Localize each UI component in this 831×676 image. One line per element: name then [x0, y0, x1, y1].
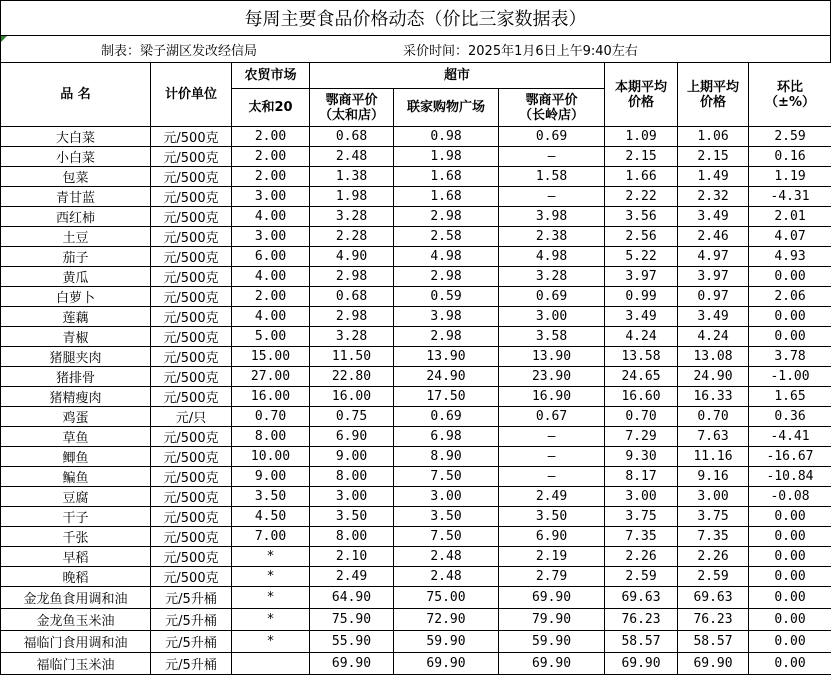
- row-ershang-taihe: 22.80: [310, 367, 394, 387]
- row-ershang-changling: 23.90: [499, 367, 605, 387]
- row-ershang-changling: 0.67: [499, 407, 605, 427]
- header-lianjia: 联家购物广场: [394, 89, 499, 127]
- row-current-avg: 9.30: [605, 447, 678, 467]
- row-taihe: *: [232, 609, 310, 631]
- row-name: 金龙鱼玉米油: [1, 609, 151, 631]
- row-taihe: 10.00: [232, 447, 310, 467]
- row-unit: 元/500克: [151, 527, 232, 547]
- row-ershang-taihe: 1.38: [310, 167, 394, 187]
- row-ershang-taihe: 3.50: [310, 507, 394, 527]
- row-lianjia: 17.50: [394, 387, 499, 407]
- table-row: [1, 507, 831, 527]
- row-unit: 元/500克: [151, 487, 232, 507]
- row-name: 金龙鱼食用调和油: [1, 587, 151, 609]
- row-unit: 元/500克: [151, 187, 232, 207]
- row-last-avg: 4.97: [678, 247, 749, 267]
- row-taihe: 4.00: [232, 207, 310, 227]
- row-last-avg: 69.90: [678, 653, 749, 675]
- row-current-avg: 16.60: [605, 387, 678, 407]
- row-name: 西红柿: [1, 207, 151, 227]
- row-name: 福临门玉米油: [1, 653, 151, 675]
- row-ratio: -0.08: [749, 487, 831, 507]
- row-lianjia: 3.98: [394, 307, 499, 327]
- row-ershang-taihe: 8.00: [310, 467, 394, 487]
- row-lianjia: 4.98: [394, 247, 499, 267]
- row-current-avg: 7.35: [605, 527, 678, 547]
- row-current-avg: 2.56: [605, 227, 678, 247]
- row-ershang-changling: 3.28: [499, 267, 605, 287]
- table-row: [1, 447, 831, 467]
- row-ratio: 0.00: [749, 527, 831, 547]
- row-current-avg: 58.57: [605, 631, 678, 653]
- row-taihe: 3.00: [232, 187, 310, 207]
- row-ershang-changling: 2.79: [499, 567, 605, 587]
- row-lianjia: 6.98: [394, 427, 499, 447]
- table-row: [1, 547, 831, 567]
- row-ershang-taihe: 0.75: [310, 407, 394, 427]
- row-current-avg: 0.70: [605, 407, 678, 427]
- row-ratio: 0.00: [749, 609, 831, 631]
- row-taihe: 4.00: [232, 307, 310, 327]
- row-unit: 元/500克: [151, 447, 232, 467]
- row-lianjia: 7.50: [394, 467, 499, 487]
- row-lianjia: 0.59: [394, 287, 499, 307]
- row-last-avg: 3.49: [678, 207, 749, 227]
- row-taihe: 16.00: [232, 387, 310, 407]
- row-ratio: 0.36: [749, 407, 831, 427]
- row-current-avg: 2.26: [605, 547, 678, 567]
- table-row: [1, 407, 831, 427]
- row-lianjia: 2.48: [394, 547, 499, 567]
- row-ershang-changling: –: [499, 427, 605, 447]
- row-unit: 元/500克: [151, 127, 232, 147]
- row-ershang-changling: 16.90: [499, 387, 605, 407]
- row-ratio: -10.84: [749, 467, 831, 487]
- row-lianjia: 2.48: [394, 567, 499, 587]
- row-lianjia: 1.98: [394, 147, 499, 167]
- row-taihe: 4.50: [232, 507, 310, 527]
- header-last-avg: 上期平均 价格: [678, 63, 749, 127]
- row-name: 豆腐: [1, 487, 151, 507]
- row-ershang-taihe: 2.98: [310, 307, 394, 327]
- row-current-avg: 3.49: [605, 307, 678, 327]
- row-taihe: [232, 653, 310, 675]
- row-current-avg: 2.15: [605, 147, 678, 167]
- row-ratio: 1.19: [749, 167, 831, 187]
- row-last-avg: 13.08: [678, 347, 749, 367]
- row-unit: 元/500克: [151, 427, 232, 447]
- row-current-avg: 3.56: [605, 207, 678, 227]
- sheet-title: 每周主要食品价格动态（价比三家数据表）: [0, 0, 831, 36]
- row-current-avg: 8.17: [605, 467, 678, 487]
- row-current-avg: 3.97: [605, 267, 678, 287]
- row-lianjia: 1.68: [394, 187, 499, 207]
- row-ershang-changling: 3.00: [499, 307, 605, 327]
- price-table: [0, 62, 831, 675]
- row-taihe: 4.00: [232, 267, 310, 287]
- row-name: 鲫鱼: [1, 447, 151, 467]
- row-last-avg: 58.57: [678, 631, 749, 653]
- row-taihe: 3.00: [232, 227, 310, 247]
- row-ratio: 1.65: [749, 387, 831, 407]
- row-last-avg: 11.16: [678, 447, 749, 467]
- header-ershang-changling: 鄂商平价 （长岭店）: [499, 89, 605, 127]
- row-ratio: 0.16: [749, 147, 831, 167]
- row-lianjia: 7.50: [394, 527, 499, 547]
- row-lianjia: 2.98: [394, 327, 499, 347]
- row-current-avg: 1.66: [605, 167, 678, 187]
- row-unit: 元/5升桶: [151, 653, 232, 675]
- row-ratio: -1.00: [749, 367, 831, 387]
- row-name: 干子: [1, 507, 151, 527]
- row-unit: 元/500克: [151, 387, 232, 407]
- row-ershang-taihe: 16.00: [310, 387, 394, 407]
- row-last-avg: 16.33: [678, 387, 749, 407]
- row-ershang-changling: 6.90: [499, 527, 605, 547]
- row-last-avg: 2.59: [678, 567, 749, 587]
- row-ershang-changling: 1.58: [499, 167, 605, 187]
- row-ratio: 2.01: [749, 207, 831, 227]
- row-last-avg: 2.26: [678, 547, 749, 567]
- row-taihe: 7.00: [232, 527, 310, 547]
- header-current-avg: 本期平均 价格: [605, 63, 678, 127]
- row-unit: 元/500克: [151, 547, 232, 567]
- row-taihe: 27.00: [232, 367, 310, 387]
- row-name: 草鱼: [1, 427, 151, 447]
- row-unit: 元/500克: [151, 207, 232, 227]
- row-ershang-taihe: 0.68: [310, 287, 394, 307]
- row-current-avg: 3.00: [605, 487, 678, 507]
- row-taihe: 5.00: [232, 327, 310, 347]
- row-taihe: *: [232, 567, 310, 587]
- row-ershang-changling: 0.69: [499, 127, 605, 147]
- row-unit: 元/500克: [151, 467, 232, 487]
- row-ershang-taihe: 4.90: [310, 247, 394, 267]
- table-row: [1, 631, 831, 653]
- row-taihe: 2.00: [232, 127, 310, 147]
- row-unit: 元/500克: [151, 247, 232, 267]
- row-ratio: 0.00: [749, 307, 831, 327]
- header-supermarket: 超市: [310, 63, 605, 89]
- row-lianjia: 13.90: [394, 347, 499, 367]
- row-unit: 元/500克: [151, 227, 232, 247]
- row-current-avg: 3.75: [605, 507, 678, 527]
- row-ershang-taihe: 3.00: [310, 487, 394, 507]
- row-name: 包菜: [1, 167, 151, 187]
- row-last-avg: 0.97: [678, 287, 749, 307]
- row-current-avg: 76.23: [605, 609, 678, 631]
- row-ratio: 2.06: [749, 287, 831, 307]
- row-current-avg: 69.63: [605, 587, 678, 609]
- row-current-avg: 13.58: [605, 347, 678, 367]
- row-ratio: 2.59: [749, 127, 831, 147]
- table-row: [1, 227, 831, 247]
- row-name: 大白菜: [1, 127, 151, 147]
- row-lianjia: 2.98: [394, 207, 499, 227]
- row-unit: 元/500克: [151, 367, 232, 387]
- row-ratio: 3.78: [749, 347, 831, 367]
- row-taihe: 9.00: [232, 467, 310, 487]
- row-last-avg: 3.75: [678, 507, 749, 527]
- row-unit: 元/5升桶: [151, 587, 232, 609]
- row-ratio: 0.00: [749, 567, 831, 587]
- row-name: 福临门食用调和油: [1, 631, 151, 653]
- row-ershang-changling: 4.98: [499, 247, 605, 267]
- table-row: [1, 167, 831, 187]
- table-row: [1, 587, 831, 609]
- row-lianjia: 0.69: [394, 407, 499, 427]
- row-lianjia: 24.90: [394, 367, 499, 387]
- row-unit: 元/5升桶: [151, 631, 232, 653]
- row-ershang-taihe: 3.28: [310, 327, 394, 347]
- table-row: [1, 327, 831, 347]
- row-unit: 元/500克: [151, 347, 232, 367]
- row-unit: 元/500克: [151, 167, 232, 187]
- row-ershang-taihe: 0.68: [310, 127, 394, 147]
- row-ershang-changling: –: [499, 147, 605, 167]
- row-lianjia: 1.68: [394, 167, 499, 187]
- table-row: [1, 567, 831, 587]
- row-name: 鳊鱼: [1, 467, 151, 487]
- row-ershang-taihe: 64.90: [310, 587, 394, 609]
- header-taihe: 太和20: [232, 89, 310, 127]
- row-ershang-taihe: 9.00: [310, 447, 394, 467]
- row-last-avg: 9.16: [678, 467, 749, 487]
- row-taihe: 8.00: [232, 427, 310, 447]
- row-unit: 元/500克: [151, 147, 232, 167]
- row-ershang-taihe: 3.28: [310, 207, 394, 227]
- row-name: 猪排骨: [1, 367, 151, 387]
- row-name: 晚稻: [1, 567, 151, 587]
- row-ershang-changling: 69.90: [499, 587, 605, 609]
- row-ershang-changling: 3.50: [499, 507, 605, 527]
- row-last-avg: 4.24: [678, 327, 749, 347]
- row-ratio: 4.07: [749, 227, 831, 247]
- row-last-avg: 76.23: [678, 609, 749, 631]
- row-ershang-taihe: 2.49: [310, 567, 394, 587]
- table-row: [1, 147, 831, 167]
- row-ershang-taihe: 2.98: [310, 267, 394, 287]
- row-name: 早稻: [1, 547, 151, 567]
- row-last-avg: 7.63: [678, 427, 749, 447]
- row-last-avg: 3.97: [678, 267, 749, 287]
- row-ershang-changling: –: [499, 447, 605, 467]
- row-lianjia: 59.90: [394, 631, 499, 653]
- table-body: [1, 127, 831, 675]
- header-name: 品 名: [1, 63, 151, 127]
- row-ershang-taihe: 2.28: [310, 227, 394, 247]
- row-ershang-taihe: 2.10: [310, 547, 394, 567]
- row-ershang-taihe: 11.50: [310, 347, 394, 367]
- row-ratio: 0.00: [749, 327, 831, 347]
- row-current-avg: 4.24: [605, 327, 678, 347]
- row-current-avg: 2.59: [605, 567, 678, 587]
- row-lianjia: 72.90: [394, 609, 499, 631]
- row-unit: 元/500克: [151, 327, 232, 347]
- row-ershang-taihe: 6.90: [310, 427, 394, 447]
- row-ratio: 0.00: [749, 631, 831, 653]
- row-unit: 元/500克: [151, 507, 232, 527]
- row-ershang-changling: 13.90: [499, 347, 605, 367]
- table-row: [1, 347, 831, 367]
- row-lianjia: 0.98: [394, 127, 499, 147]
- collect-time-label: 采价时间：2025年1月6日上午9:40左右: [403, 43, 638, 59]
- row-last-avg: 2.46: [678, 227, 749, 247]
- table-row: [1, 247, 831, 267]
- row-ratio: -4.31: [749, 187, 831, 207]
- row-unit: 元/500克: [151, 307, 232, 327]
- row-taihe: 2.00: [232, 167, 310, 187]
- table-row: [1, 609, 831, 631]
- header-farm-market: 农贸市场: [232, 63, 310, 89]
- row-ratio: 0.00: [749, 267, 831, 287]
- row-current-avg: 5.22: [605, 247, 678, 267]
- row-last-avg: 0.70: [678, 407, 749, 427]
- row-name: 鸡蛋: [1, 407, 151, 427]
- row-unit: 元/500克: [151, 287, 232, 307]
- row-ershang-changling: 2.19: [499, 547, 605, 567]
- table-row: [1, 367, 831, 387]
- table-row: [1, 653, 831, 675]
- row-taihe: 2.00: [232, 147, 310, 167]
- row-ratio: 0.00: [749, 547, 831, 567]
- row-taihe: *: [232, 587, 310, 609]
- row-last-avg: 69.63: [678, 587, 749, 609]
- cell-corner-marker: [1, 36, 7, 42]
- row-name: 茄子: [1, 247, 151, 267]
- row-ershang-taihe: 1.98: [310, 187, 394, 207]
- row-taihe: *: [232, 547, 310, 567]
- row-name: 千张: [1, 527, 151, 547]
- row-lianjia: 8.90: [394, 447, 499, 467]
- row-last-avg: 2.15: [678, 147, 749, 167]
- row-ratio: -16.67: [749, 447, 831, 467]
- row-last-avg: 3.49: [678, 307, 749, 327]
- row-ratio: 0.00: [749, 587, 831, 609]
- row-last-avg: 1.06: [678, 127, 749, 147]
- table-row: [1, 287, 831, 307]
- row-ershang-changling: 2.49: [499, 487, 605, 507]
- meta-row: [0, 36, 831, 62]
- row-unit: 元/500克: [151, 567, 232, 587]
- row-name: 土豆: [1, 227, 151, 247]
- row-ershang-changling: 2.38: [499, 227, 605, 247]
- row-last-avg: 7.35: [678, 527, 749, 547]
- row-ershang-taihe: 55.90: [310, 631, 394, 653]
- row-ershang-changling: 0.69: [499, 287, 605, 307]
- row-current-avg: 2.22: [605, 187, 678, 207]
- row-ratio: -4.41: [749, 427, 831, 447]
- row-ershang-taihe: 75.90: [310, 609, 394, 631]
- row-lianjia: 75.00: [394, 587, 499, 609]
- table-row: [1, 487, 831, 507]
- row-name: 青甘蓝: [1, 187, 151, 207]
- table-row: [1, 307, 831, 327]
- row-taihe: 2.00: [232, 287, 310, 307]
- row-name: 白萝卜: [1, 287, 151, 307]
- table-row: [1, 467, 831, 487]
- row-ershang-changling: –: [499, 467, 605, 487]
- row-ershang-taihe: 8.00: [310, 527, 394, 547]
- row-unit: 元/500克: [151, 267, 232, 287]
- row-ratio: 0.00: [749, 507, 831, 527]
- row-ershang-changling: –: [499, 187, 605, 207]
- row-unit: 元/只: [151, 407, 232, 427]
- row-ershang-changling: 79.90: [499, 609, 605, 631]
- row-lianjia: 2.98: [394, 267, 499, 287]
- row-lianjia: 3.50: [394, 507, 499, 527]
- compiler-label: 制表：梁子湖区发改经信局: [101, 43, 258, 59]
- table-row: [1, 427, 831, 447]
- row-current-avg: 7.29: [605, 427, 678, 447]
- row-taihe: *: [232, 631, 310, 653]
- row-taihe: 15.00: [232, 347, 310, 367]
- row-ershang-taihe: 69.90: [310, 653, 394, 675]
- row-current-avg: 24.65: [605, 367, 678, 387]
- row-ratio: 4.93: [749, 247, 831, 267]
- row-name: 青椒: [1, 327, 151, 347]
- table-row: [1, 187, 831, 207]
- row-name: 黄瓜: [1, 267, 151, 287]
- row-unit: 元/5升桶: [151, 609, 232, 631]
- row-name: 莲藕: [1, 307, 151, 327]
- row-name: 小白菜: [1, 147, 151, 167]
- table-row: [1, 387, 831, 407]
- row-last-avg: 1.49: [678, 167, 749, 187]
- row-lianjia: 69.90: [394, 653, 499, 675]
- header-ershang-taihe: 鄂商平价 （太和店）: [310, 89, 394, 127]
- row-current-avg: 1.09: [605, 127, 678, 147]
- row-lianjia: 3.00: [394, 487, 499, 507]
- row-taihe: 6.00: [232, 247, 310, 267]
- table-row: [1, 527, 831, 547]
- row-ershang-taihe: 2.48: [310, 147, 394, 167]
- row-lianjia: 2.58: [394, 227, 499, 247]
- header-ratio: 环比 （±%）: [749, 63, 831, 127]
- row-taihe: 0.70: [232, 407, 310, 427]
- row-name: 猪精瘦肉: [1, 387, 151, 407]
- table-row: [1, 127, 831, 147]
- row-ershang-changling: 59.90: [499, 631, 605, 653]
- table-row: [1, 267, 831, 287]
- row-last-avg: 24.90: [678, 367, 749, 387]
- row-ratio: 0.00: [749, 653, 831, 675]
- row-ershang-changling: 3.98: [499, 207, 605, 227]
- row-taihe: 3.50: [232, 487, 310, 507]
- row-ershang-changling: 3.58: [499, 327, 605, 347]
- row-ershang-changling: 69.90: [499, 653, 605, 675]
- row-current-avg: 69.90: [605, 653, 678, 675]
- row-current-avg: 0.99: [605, 287, 678, 307]
- table-row: [1, 207, 831, 227]
- row-last-avg: 3.00: [678, 487, 749, 507]
- row-last-avg: 2.32: [678, 187, 749, 207]
- row-name: 猪腿夹肉: [1, 347, 151, 367]
- header-unit: 计价单位: [151, 63, 232, 127]
